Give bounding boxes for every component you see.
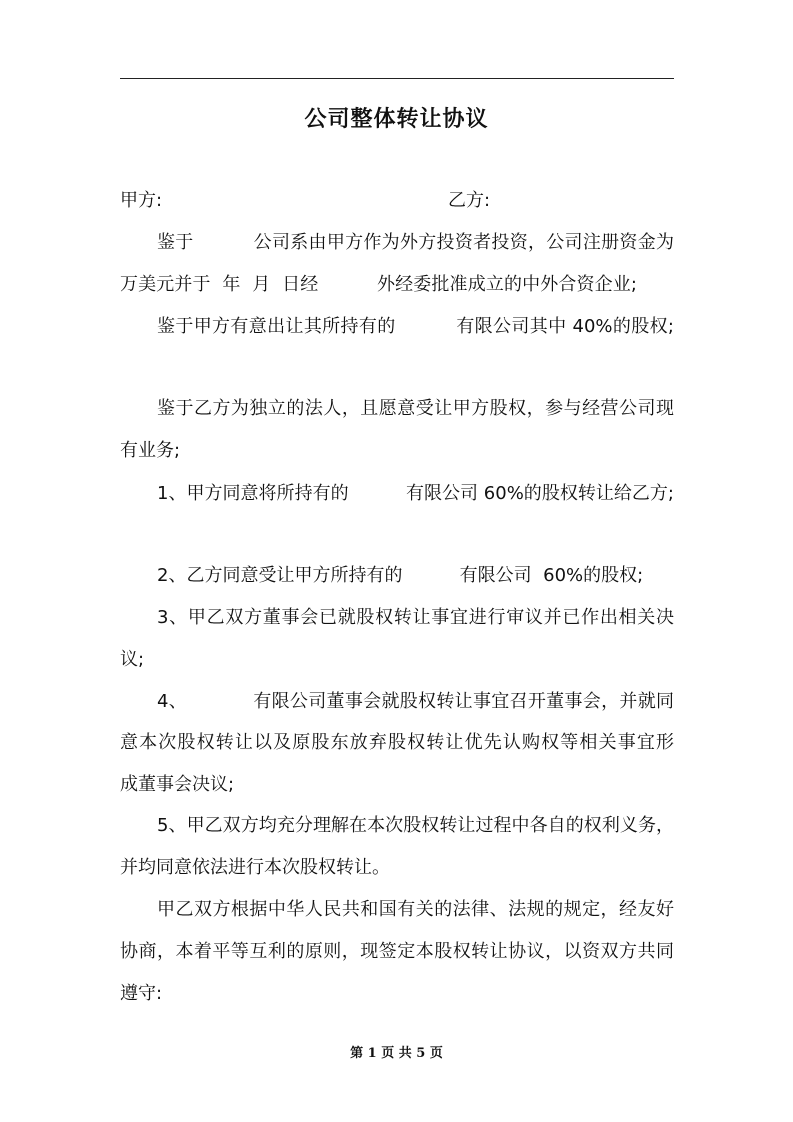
paragraph-line: 议; <box>120 649 145 670</box>
paragraph-line: 1、甲方同意将所持有的 有限公司 60%的股权转让给乙方; <box>157 483 674 504</box>
paragraph-line: 3、甲乙双方董事会已就股权转让事宜进行审议并已作出相关决 <box>157 607 674 628</box>
paragraph-line: 意本次股权转让以及原股东放弃股权转让优先认购权等相关事宜形 <box>120 732 674 753</box>
party-a-label: 甲方: <box>120 190 163 211</box>
paragraph-line: 鉴于 公司系由甲方作为外方投资者投资，公司注册资金为 <box>157 232 674 253</box>
paragraph-line: 5、甲乙双方均充分理解在本次股权转让过程中各自的权利义务， <box>157 815 674 836</box>
paragraph-line: 有业务; <box>120 440 181 461</box>
document-title: 公司整体转让协议 <box>304 107 489 132</box>
paragraph-line: 万美元并于 年 月 日经 外经委批准成立的中外合资企业; <box>120 274 637 295</box>
party-b-label: 乙方: <box>448 190 491 211</box>
paragraph-line: 鉴于甲方有意出让其所持有的 有限公司其中 40%的股权; <box>157 316 674 337</box>
page-number: 第 1 页 共 5 页 <box>350 1046 443 1061</box>
paragraph-line: 甲乙双方根据中华人民共和国有关的法律、法规的规定，经友好 <box>157 899 674 920</box>
paragraph-line: 遵守: <box>120 983 163 1004</box>
paragraph-line: 4、 有限公司董事会就股权转让事宜召开董事会，并就同 <box>157 691 674 712</box>
paragraph-line: 并均同意依法进行本次股权转让。 <box>120 857 390 878</box>
header-rule <box>120 78 674 79</box>
paragraph-line: 成董事会决议; <box>120 774 235 795</box>
paragraph-line: 协商，本着平等互利的原则，现签定本股权转让协议，以资双方共同 <box>120 941 674 962</box>
paragraph-line: 2、乙方同意受让甲方所持有的 有限公司 60%的股权; <box>157 565 644 586</box>
paragraph-line: 鉴于乙方为独立的法人，且愿意受让甲方股权，参与经营公司现 <box>157 398 674 419</box>
